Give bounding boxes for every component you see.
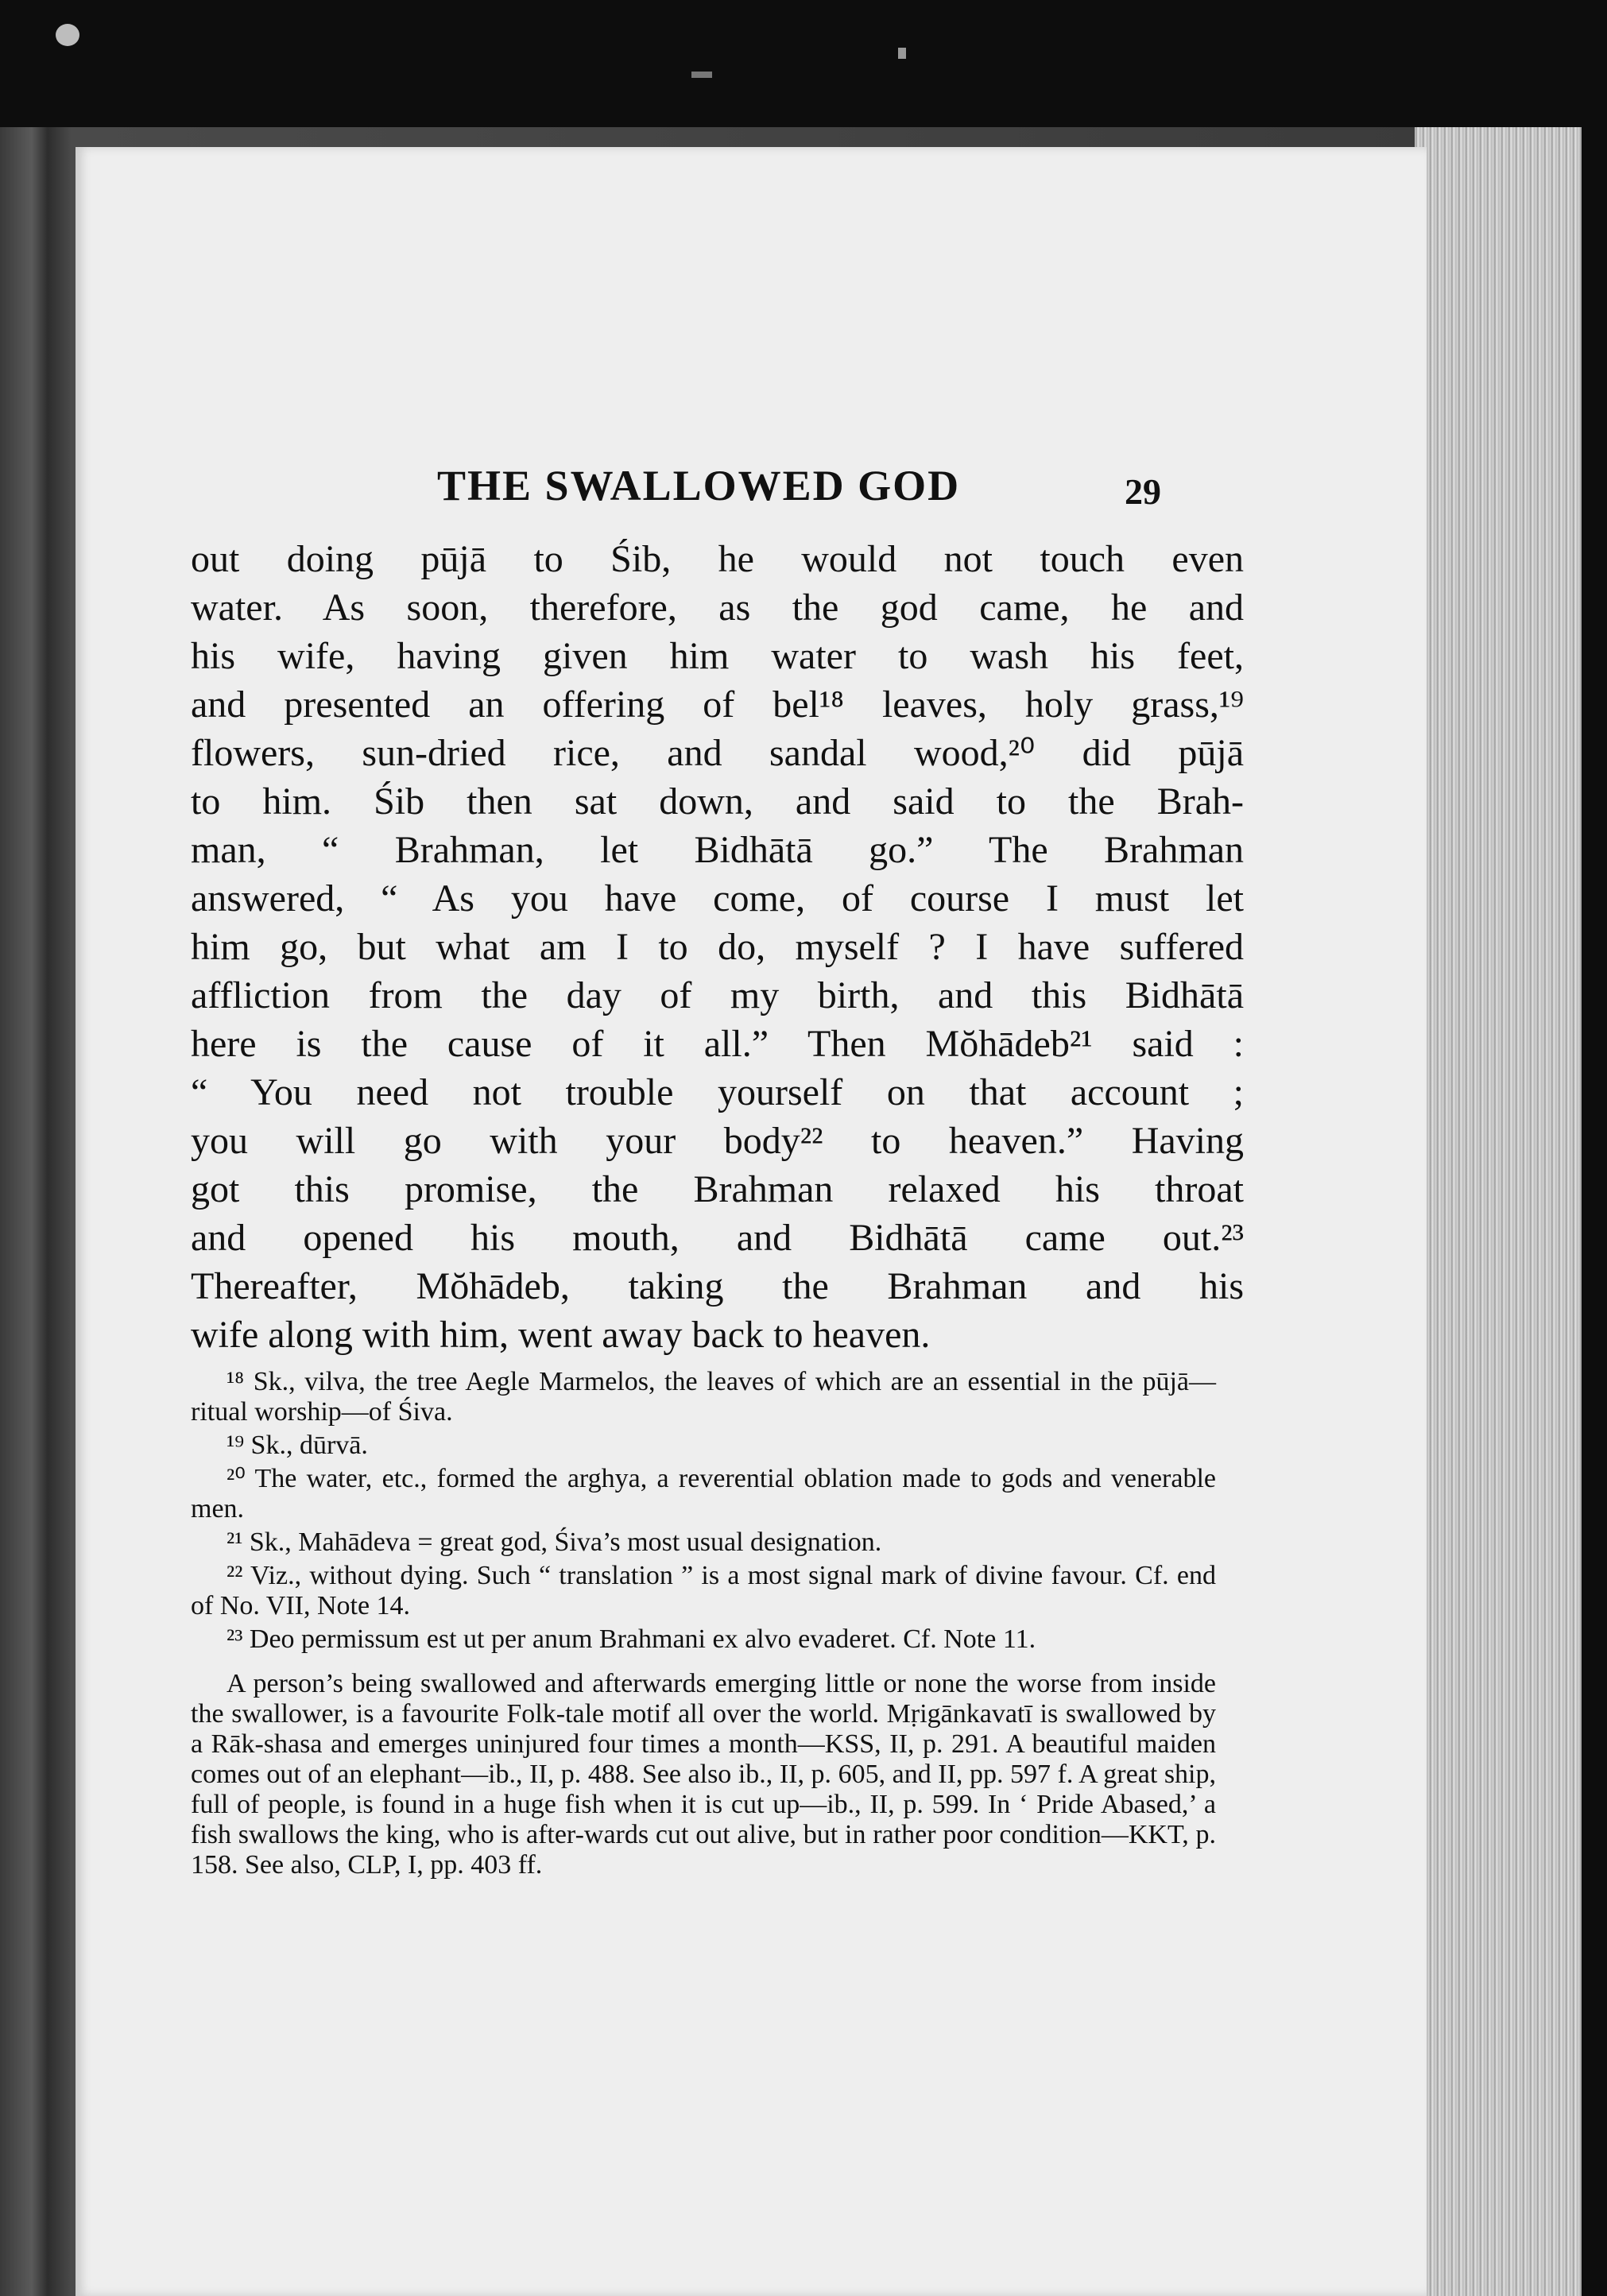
body-line: to him. Śib then sat down, and said to the Brah-	[191, 780, 1244, 823]
footnotes	[191, 1367, 1216, 1907]
dust-speck	[56, 24, 79, 46]
body-line: water. As soon, therefore, as the god came, he and	[191, 587, 1244, 629]
page-number: 29	[1125, 471, 1161, 512]
footnote-21: ²¹ Sk., Mahādeva = great god, Śiva’s most usual designation.	[227, 1527, 882, 1557]
footnote-18: ¹⁸ Sk., vilva, the tree Aegle Marmelos, the leaves of which are an essential in the pūjā—ritual worship—of Śiva.	[191, 1367, 1216, 1427]
body-line: affliction from the day of my birth, and this Bidhātā	[191, 974, 1244, 1016]
running-header	[76, 461, 1427, 525]
footnote-20: ²⁰ The water, etc., formed the arghya, a reverential oblation made to gods and venerable men.	[191, 1464, 1216, 1524]
body-line: out doing pūjā to Śib, he would not touch even	[191, 538, 1244, 580]
dust-speck	[691, 72, 712, 78]
body-line: and opened his mouth, and Bidhātā came out.²³	[191, 1217, 1244, 1259]
closing-note-paragraph: A person’s being swallowed and afterwards emerging little or none the worse from inside the swallower, is a favourite Folk-tale motif all over the world. Mṛigānkavatī is swallowed by a Rāk-shasa and emerges uninjured four times a month—KSS, II, p. 291. A beautiful maiden comes out of an elephant—ib., II, p. 488. See also ib., II, p. 605, and II, pp. 597 f. A great ship, full of people, is found in a huge fish when it is cut up—ib., II, p. 599. In ‘ Pride Abased,’ a fish swallows the king, who is after-wards cut out alive, but in rather poor condition—KKT, p. 158. See also, CLP, I, pp. 403 ff.	[191, 1669, 1216, 1880]
body-text	[191, 535, 1244, 1359]
body-line: man, “ Brahman, let Bidhātā go.” The Brahman	[191, 829, 1244, 871]
body-line: wife along with him, went away back to heaven.	[191, 1314, 931, 1356]
page-edges	[1415, 127, 1582, 2296]
body-line: “ You need not trouble yourself on that account ;	[191, 1071, 1244, 1113]
body-line: answered, “ As you have come, of course I must let	[191, 877, 1244, 920]
body-line: here is the cause of it all.” Then Mŏhādeb²¹ said :	[191, 1023, 1244, 1065]
body-line: flowers, sun-dried rice, and sandal wood,²⁰ did pūjā	[191, 732, 1244, 774]
body-line: his wife, having given him water to wash his feet,	[191, 635, 1244, 677]
body-line: him go, but what am I to do, myself ? I have suffered	[191, 926, 1244, 968]
footnote-23: ²³ Deo permissum est ut per anum Brahmani ex alvo evaderet. Cf. Note 11.	[227, 1624, 1036, 1654]
body-line: you will go with your body²² to heaven.” Having	[191, 1120, 1244, 1162]
body-line: got this promise, the Brahman relaxed his throat	[191, 1168, 1244, 1210]
book-page	[76, 147, 1427, 2296]
footnote-19: ¹⁹ Sk., dūrvā.	[227, 1431, 368, 1460]
body-line: and presented an offering of bel¹⁸ leaves, holy grass,¹⁹	[191, 683, 1244, 726]
running-title: THE SWALLOWED GOD	[437, 462, 961, 509]
footnote-22: ²² Viz., without dying. Such “ translation ” is a most signal mark of divine favour. Cf. end of No. VII, Note 14.	[191, 1561, 1216, 1620]
dust-speck	[898, 48, 906, 59]
body-line: Thereafter, Mŏhādeb, taking the Brahman and his	[191, 1265, 1244, 1307]
